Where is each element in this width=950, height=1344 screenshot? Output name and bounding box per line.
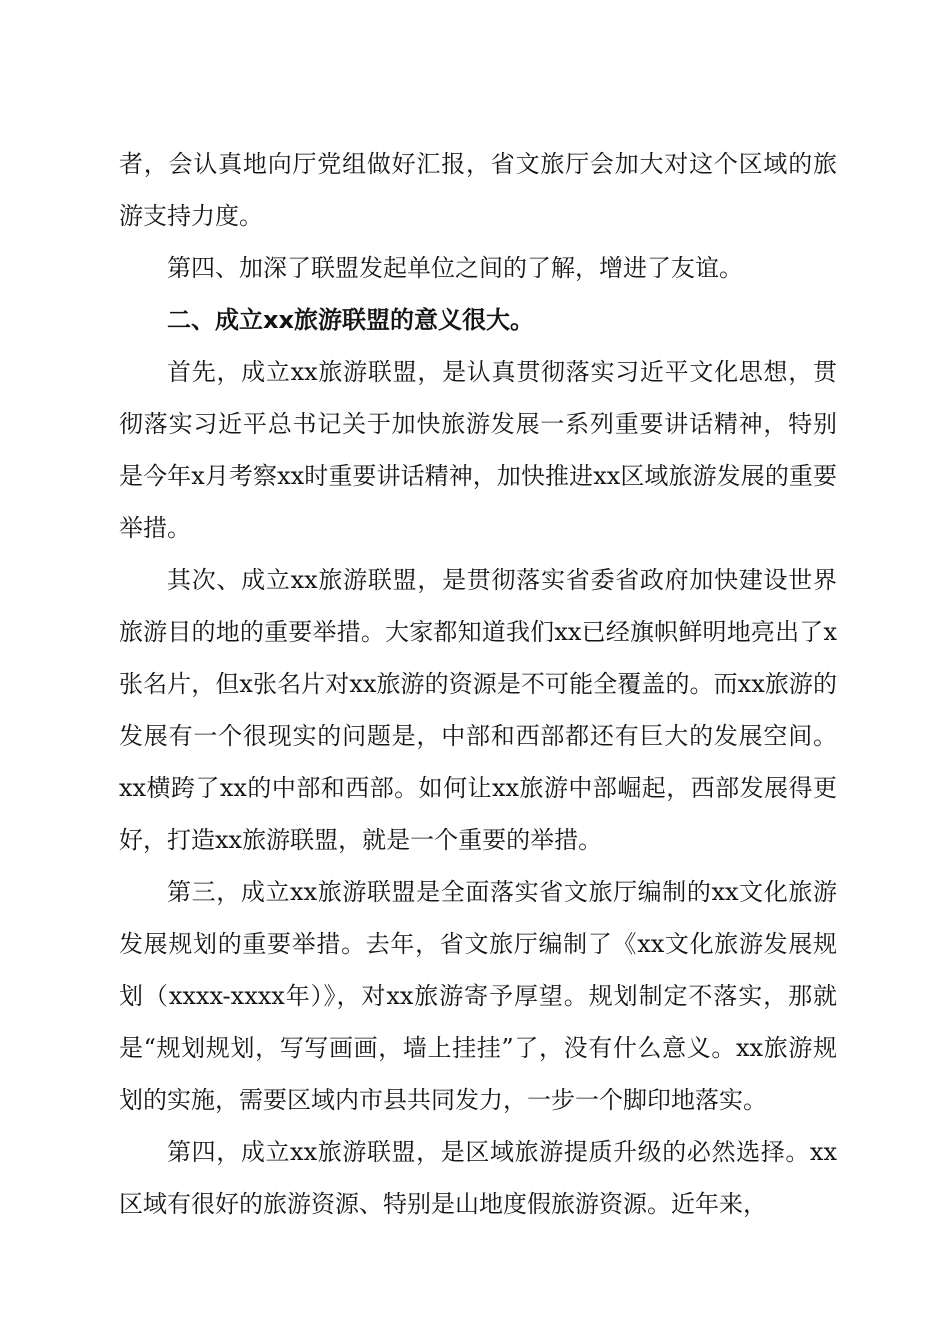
paragraph-fourth: 第四，成立xx旅游联盟，是区域旅游提质升级的必然选择。xx区域有很好的旅游资源、特别是山地度假旅游资源。近年来， bbox=[119, 1138, 837, 1218]
paragraph-third: 第三，成立xx旅游联盟是全面落实省文旅厅编制的xx文化旅游发展规划的重要举措。去年，省文旅厅编制了《xx文化旅游发展规划（xxxx-xxxx年）》，对xx旅游寄予厚望。规划制定不落实，那就是“规划规划，写写画画，墙上挂挂”了，没有什么意义。xx旅游规划的实施，需要区域内市县共同发力，一步一个脚印地落实。 bbox=[119, 878, 837, 1114]
document-body bbox=[119, 138, 837, 1230]
paragraph-second: 其次、成立xx旅游联盟，是贯彻落实省委省政府加快建设世界旅游目的地的重要举措。大家都知道我们xx已经旗帜鲜明地亮出了x张名片，但x张名片对xx旅游的资源是不可能全覆盖的。而xx旅游的发展有一个很现实的问题是，中部和西部都还有巨大的发展空间。xx横跨了xx的中部和西部。如何让xx旅游中部崛起，西部发展得更好，打造xx旅游联盟，就是一个重要的举措。 bbox=[119, 566, 837, 854]
paragraph-continuation: 者，会认真地向厅党组做好汇报，省文旅厅会加大对这个区域的旅游支持力度。 bbox=[119, 150, 837, 230]
paragraph-fourth-point: 第四、加深了联盟发起单位之间的了解，增进了友谊。 bbox=[167, 254, 743, 282]
section-heading: 二、成立xx旅游联盟的意义很大。 bbox=[167, 306, 534, 334]
paragraph-first: 首先，成立xx旅游联盟，是认真贯彻落实习近平文化思想，贯彻落实习近平总书记关于加快旅游发展一系列重要讲话精神，特别是今年x月考察xx时重要讲话精神，加快推进xx区域旅游发展的重要举措。 bbox=[119, 358, 837, 542]
